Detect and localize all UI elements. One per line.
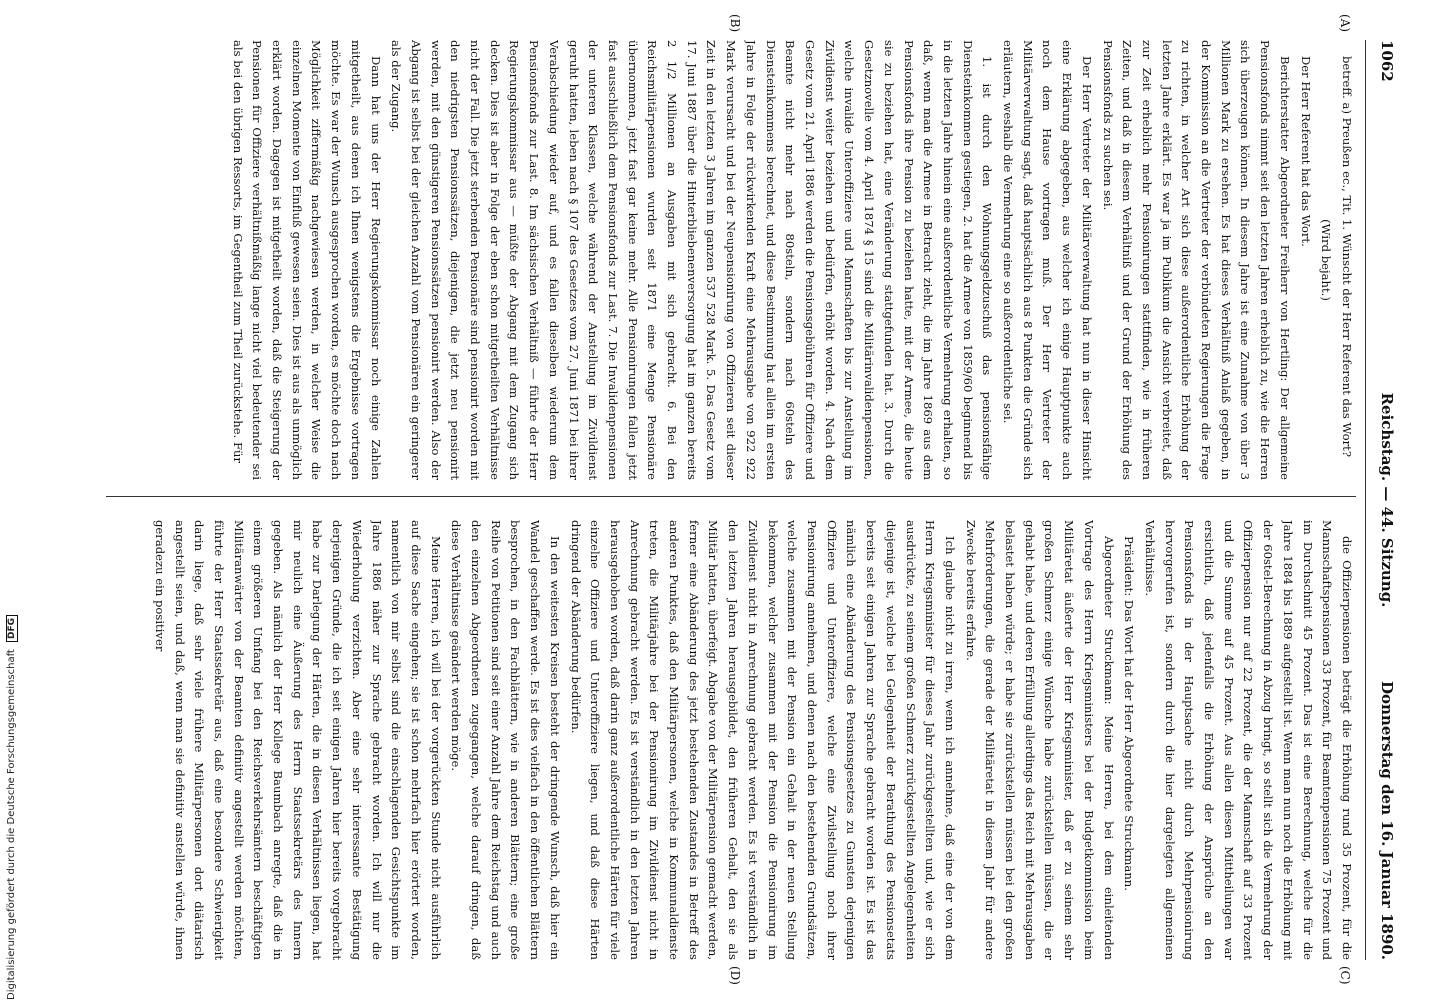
page-number: 1062	[1378, 40, 1396, 82]
column-divider	[106, 496, 1356, 497]
paragraph: die Offizierpensionen beträgt die Erhöhung rund 35 Prozent, für die Mannschaftspensionen 33 Prozent, für Beamtenpensionen 75 Prozent und im Durchschnitt 45 Prozent. Das ist eine Berechnung, welche für die Jahre 1884 bis 1889 aufgestellt ist. Wenn man nun noch die Erhöhung mit der 60stel-Berechnung in Abzug bringt, so stellt sich die Vermehrung der Offizierpension nur auf 22 Prozent, die der Mannschaft auf 33 Prozent und die Summe auf 45 Prozent. Aus allen diesen Mittheilungen war ersichtlich, daß jedenfalls die Erhöhung der Ansprüche an den Pensionsfonds in der Hauptsache nicht durch Mehrpensionirung hervorgerufen ist, sondern durch die hier dargelegten allgemeinen Verhältnisse.	[1142, 520, 1354, 960]
session-date: Donnerstag den 16. Januar 1890.	[1378, 681, 1396, 960]
paragraph: Meine Herren, ich will bei der vorgerückten Stunde nicht ausführlich auf diese Sache eingehen; sie ist schon mehrfach hier erörtert worden, namentlich von mir selbst sind die einschlagenden Gesichtspunkte im Jahre 1886 näher zur Sprache gebracht worden. Ich will nur die Wiederholung verzichten. Aber eine sehr interessante Bestätigung derjenigen Gründe, die ich seit einigen Jahren hier bereits vorgebracht habe zur Darlegung der Härten, die in diesen Verhältnissen liegen, hat mir neulich eine Äußerung des Herrn Staatssekretärs des Innern gegeben. Als nämlich der Herr Kollege Baumbach anregte, daß die in einem größeren Umfang bei den Reichsverkehrsämtern beschäftigten Militäranwärter von der Beamten definitiv angestellt werden möchten, führte der Herr Staatssekretär aus, daß eine besondere Schwierigkeit darin liege, daß sehr viele frühere Militärpersonen dort diätarisch angestellt seien, und daß, wenn man sie definitiv anstellen würde, ihnen geradezu ein positiver	[152, 520, 443, 960]
page-title: Reichstag. — 44. Sitzung.	[1378, 392, 1396, 608]
paragraph: betreff. a) Preußen ec., Tit. 1. Wünscht der Herr Referent das Wort?	[1340, 56, 1354, 458]
page-header	[1366, 40, 1396, 960]
paragraph: Präsident: Das Wort hat der Herr Abgeordnete Struckmann.	[1122, 536, 1137, 891]
paragraph: (Wird bejaht.)	[1319, 219, 1334, 301]
paragraph: Der Herr Referent hat das Wort.	[1298, 56, 1313, 247]
margin-marker-a: (A)	[1338, 14, 1352, 33]
paragraph: 1. ist durch den Wohnungsgeldzuschuß das pensionsfähige Diensteinkommen gestiegen, 2. hat die Armee von 1859/60 beginnend bis in die letzten Jahre hinein eine außerordentliche Vermehrung erhalten, so daß, wenn man die Armee in Betracht zieht, die im Jahre 1869 aus dem Pensionsfonds ihre Pension zu beziehen hatte, mit der Armee, die heute sie zu beziehen hat, eine Veränderung stattgefunden hat. 3. Durch die Gesetznovelle vom 4. April 1874 § 15 sind die Militärinvalidenpensionen, welche invalide Unteroffiziere und Mannschaften bis zur Anstellung im Zivildienst weiter beziehen und bedürfen, erhöht worden. 4. Nach dem Gesetz vom 21. April 1886 werden die Pensionsgebühren für Offiziere und Beamte nicht mehr nach 80steln, sondern nach 60steln des Diensteinkommens berechnet, und diese Bestimmung hat allein im ersten Jahre in Folge der rückwirkenden Kraft eine Mehrausgabe von 922 922 Mark verursacht und bei der Neupensionirung von Offizieren seit dieser Zeit in den letzten 3 Jahren im ganzen 537 528 Mark. 5. Das Gesetz vom 17. Juni 1887 über die Hinterbliebenenversorgung hat im ganzen bereits 2 1/2 Millionen an Ausgaben mit sich gebracht. 6. Bei den Reichsmilitärpensionen wurden seit 1871 eine Menge Pensionäre übernommen, jetzt fast gar keine mehr. Alle Pensionirungen fallen jetzt fast ausschließlich dem Pensionsfonds zur Last. 7. Die Invalidenpensionen der unteren Klassen, welche während der Anstellung im Zivildienst geruht hatten, leben nach § 107 des Gesetzes vom 27. Juni 1871 bei ihrer Verabschiedung wieder auf, und es fallen dieselben wiederum dem Pensionsfonds zur Last. 8. Im sächsischen Verhältniß — führte der Herr Regierungskommissar aus — müßte der Abgang mit dem Zugang sich decken. Dies ist aber in Folge der eben schon mitgetheilten Verhältnisse nicht der Fall. Die jetzt sterbenden Pensionäre sind pensionirt worden mit den niedrigsten Pensionssätzen, diejenigen, die jetzt neu pensionirt werden, mit den günstigeren Pensionssätzen pensionirt werden. Also der Abgang ist selbst bei der gleichen Anzahl vom Pensionären ein geringerer als der Zugang.	[389, 40, 995, 480]
left-column	[106, 40, 1356, 480]
margin-marker-b: (B)	[728, 14, 742, 33]
margin-marker-d: (D)	[728, 966, 742, 985]
credit-text: Digitalisierung gefördert durch die Deutsche Forschungsgemeinschaft	[6, 649, 17, 1000]
right-column	[106, 520, 1356, 960]
margin-marker-c: (C)	[1338, 966, 1352, 985]
paragraph: In den weitesten Kreisen besteht der dringende Wunsch, daß hier ein Wandel geschaffen werde. Es ist dies vielfach in den öffentlichen Blättern besprochen, in den Fachblättern, wie in anderen Blättern; eine große Reihe von Petitionen sind seit einer Anzahl Jahre dem Reichstag und auch den einzelnen Abgeordneten zugegangen, welche darauf dringen, daß diese Verhältnisse geändert werden möge.	[449, 520, 562, 960]
header-rule	[1365, 40, 1366, 960]
paragraph: Der Herr Vertreter der Militärverwaltung hat nun in dieser Hinsicht eine Erklärung abgegeben, aus welcher ich einige Hauptpunkte auch noch dem Hause vortragen muß. Der Herr Vertreter der Militärverwaltung sagt, daß hauptsächlich aus 8 Punkten die Gründe sich erläutern, weshalb die Vermehrung eine so außerordentliche sei.	[1001, 40, 1094, 480]
paragraph: Abgeordneter Struckmann: Meine Herren, bei dem einleitenden Vortrage des Herrn Kriegsministers bei der Budgetkommission beim Militäretat äußerte der Herr Kriegsminister, daß er zu seinem sehr großen Schmerz einige Wünsche habe zurückstellen müssen, die er gehabt habe, und deren Erfüllung allerdings das Reich mit Mehrausgaben belastet haben würde; er habe sie zurückstellen müssen bei den großen Mehrforderungen, die gerade der Militäretat in diesem Jahr für andere Zwecke bereits erfahre.	[963, 520, 1116, 960]
paragraph: Berichterstatter Abgeordneter Freiherr von Hertling: Der allgemeine Pensionsfonds nimmt seit den letzten Jahren erheblich zu, wie die Herren sich überzeugen können. In diesem Jahre ist eine Zunahme von über 3 Millionen Mark zu ersehen. Es hat dieses Verhältniß Anlaß gegeben, in der Kommission an die Vertreter der verbündeten Regierungen die Frage zu richten, in welcher Art sich diese außerordentliche Erhöhung der letzten Jahre erklärt. Es war ja im Publikum die Ansicht verbreitet, daß zur Zeit erheblich mehr Pensionirungen stattfinden, wie in früheren Zeiten, und daß in diesem Verhältniß und der Grund der Erhöhung des Pensionsfonds zu suchen sei.	[1100, 40, 1292, 480]
digitization-credit	[8, 0, 24, 1000]
paragraph: Dann hat uns der Herr Regierungskommissar noch einige Zahlen mitgetheilt, aus denen ich Ihnen wenigstens die Ergebnisse vortragen möchte. Es war der Wunsch ausgesprochen worden, es möchte doch nach Möglichkeit ziffermäßig nachgewiesen werden, in welcher Weise die einzelnen Momente von Einfluß gewesen seien. Dies ist aus als unmöglich erklärt worden. Dagegen ist mitgetheilt worden, daß die Steigerung der Pensionen für Offiziere verhältnißmäßig lange nicht viel bedeutender sei als bei den übrigen Ressorts, im Gegentheil zum Theil zurückstehe. Für	[230, 40, 383, 480]
dfg-logo: DFG	[6, 615, 18, 642]
paragraph: Ich glaube nicht zu irren, wenn ich annehme, daß eine der von dem Herrn Kriegsminister für dieses Jahr zurückgestellten und, wie er sich ausdrückte, zu seinem großen Schmerz zurückgestellten Angelegenheiten diejenige ist, welche bei Gelegenheit der Berathung des Pensionsetats bereits seit einigen Jahren zur Sprache gebracht worden ist. Es ist das nämlich eine Abänderung des Pensionsgesetzes zu Gunsten derjenigen Offiziere und Unteroffiziere, welche eine Zivilstellung noch ihrer Pensionirung annehmen, und denen nach den bestehenden Grundsätzen, welche zusammen mit der Pension ein Gehalt in der neuen Stellung bekommen, welcher zusammen mit der Pension die Pensionirung im Zivildienst nicht in Anrechnung gebracht werden. Es ist verständlich in den letzten Jahren herausgebildet, den früheren Gehalt, den sie als Militär hatten, überfeigt. Abgabe von der Militärpension gemacht werden, ferner eine Abänderung des jetzt bestehenden Zustandes in Betreff des anderen Punktes, daß den Militärpersonen, welche in Kommunaldienste treten, die Militärjahre bei der Pensionirung im Zivildienst nicht in Anrechnung gebracht werden. Es ist verständlich in den letzten Jahren herausgehoben worden, daß darin ganz außerordentliche Härten für viele einzelne Offiziere und Unteroffiziere liegen, und daß diese Härten dringend der Abänderung bedürfen.	[568, 520, 957, 960]
